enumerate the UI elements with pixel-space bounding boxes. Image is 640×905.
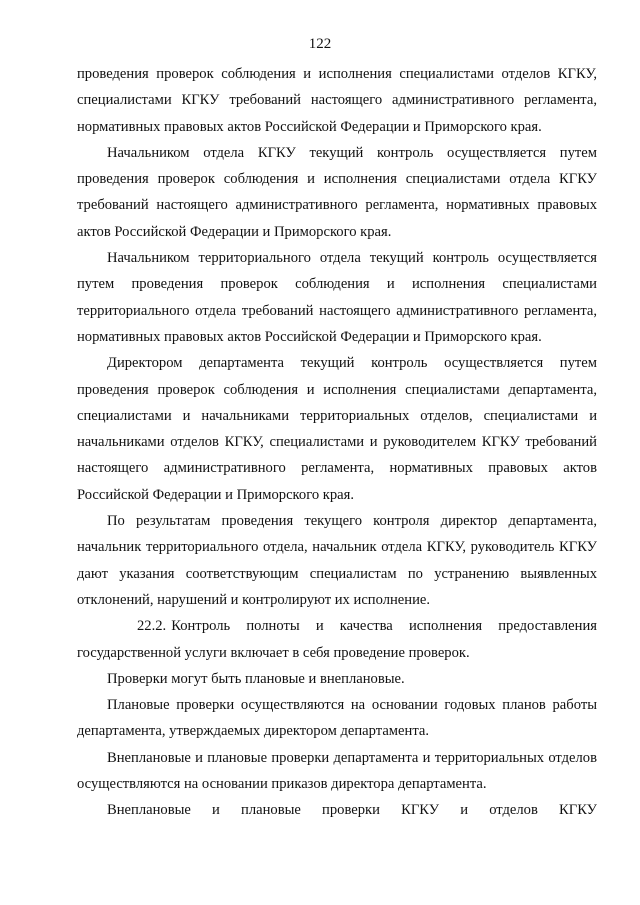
document-body [77, 61, 597, 824]
section-number: 22.2. [137, 618, 167, 635]
paragraph-territorial-head-control: Начальником территориального отдела текущий контроль осуществляется путем проведения проверок соблюдения и исполнения специалистами территориального отдела требований настоящего административного регламента, нормативных правовых актов Российской Федерации и Приморского края. [77, 250, 597, 345]
paragraph-planned-checks: Плановые проверки осуществляются на основании годовых планов работы департамента, утверждаемых директором департамента. [77, 697, 597, 740]
paragraph-check-types: Проверки могут быть плановые и внеплановые. [107, 670, 405, 687]
paragraph-unplanned-checks-kgku: Внеплановые и плановые проверки КГКУ и отделов КГКУ [107, 802, 597, 819]
paragraph-director-control: Директором департамента текущий контроль осуществляется путем проведения проверок соблюдения и исполнения специалистами департамента, специалистами и начальниками территориальных отделов, специалистами и начальниками отделов КГКУ, специалистами и руководителем КГКУ требований настоящего административного регламента, нормативных правовых актов Российской Федерации и Приморского края. [77, 355, 597, 503]
paragraph-continuation: проведения проверок соблюдения и исполнения специалистами отделов КГКУ, специалистами КГКУ требований настоящего административного регламента, нормативных правовых актов Российской Федерации и Приморского края. [77, 66, 597, 135]
paragraph-unplanned-checks-department: Внеплановые и плановые проверки департамента и территориальных отделов осуществляются на основании приказов директора департамента. [77, 749, 597, 793]
paragraph-department-head-control: Начальником отдела КГКУ текущий контроль осуществляется путем проведения проверок соблюдения и исполнения специалистами отдела КГКУ требований настоящего административного регламента, нормативных правовых актов Российской Федерации и Приморского края. [77, 144, 597, 240]
page-number: 122 [308, 36, 332, 52]
paragraph-section-22-2 [77, 613, 597, 666]
paragraph-control-results: По результатам проведения текущего контроля директор департамента, начальник территориального отдела, начальник отдела КГКУ, руководитель КГКУ дают указания соответствующим специалистам по устранению выявленных отклонений, нарушений и контролируют их исполнение. [77, 513, 597, 608]
section-text: Контроль полноты и качества исполнения предоставления государственной услуги включает в себя проведение проверок. [77, 618, 597, 661]
